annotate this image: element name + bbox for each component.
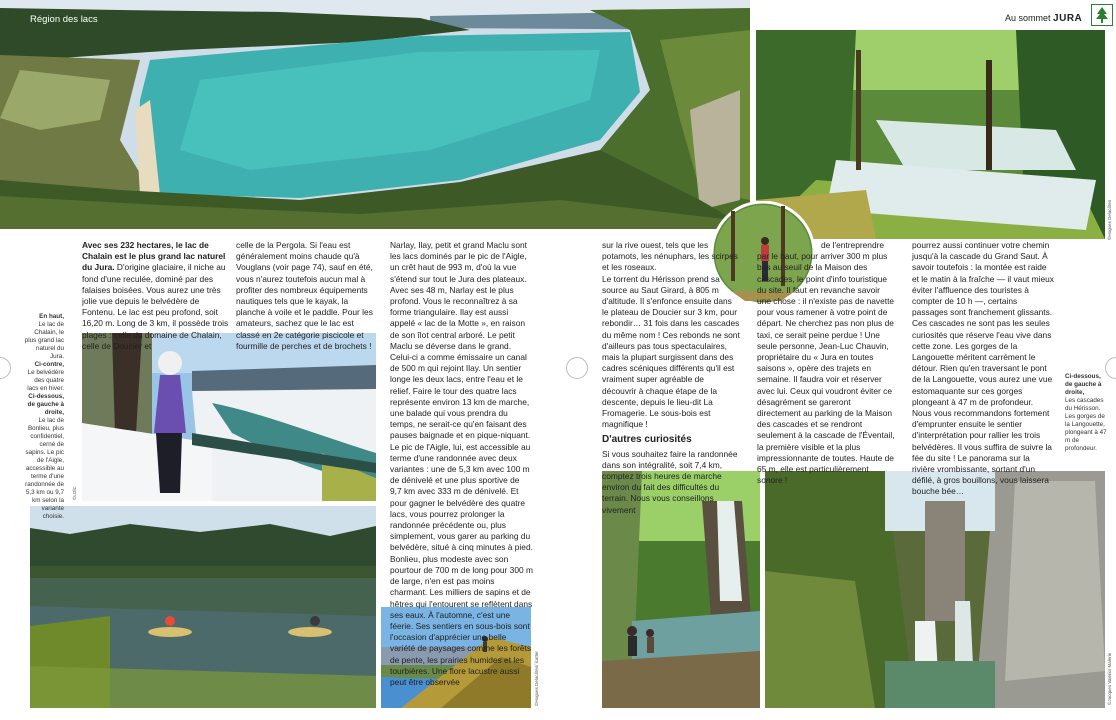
page-edge-circle-left <box>0 357 11 379</box>
article-column-5 <box>757 240 895 486</box>
section-heading-curiosites: D'autres curiosités <box>602 434 692 446</box>
caption-left-text-1: Le lac de Chalain, le plus grand lac naturel du Jura. <box>24 321 64 360</box>
page-edge-circle-center <box>566 357 588 379</box>
caption-left-title-3: Ci-dessous, de gauche à droite, <box>27 393 64 416</box>
caption-left-text-2: Le belvédère des quatre lacs en hiver. <box>27 369 64 392</box>
caption-left <box>24 313 64 521</box>
column-4-paragraph-1: sur la rive ouest, tels que les potamots, les nénuphars, les scirpes et les roseaux. <box>602 240 738 273</box>
photo-credit-2: ©Hugues Delacôtes/ lcatter <box>534 651 539 706</box>
column-1-body: D'origine glaciaire, il niche au fond d'une reculée, dominé par des falaises boisées. Vous aurez une très jolie vue depuis le belvédère de Fontenu. Le lac est peu profond, soit 16,20 m. Long de 3 km, il possède trois plages : celle du domaine de Chalain, celle de Doucier et <box>82 262 229 351</box>
photo-gorges-langouette <box>765 471 1105 708</box>
photo-belvedere-hiver <box>82 333 376 501</box>
article-column-3 <box>390 240 533 688</box>
column-4-paragraph-3: Si vous souhaitez faire la randonnée dans son intégralité, soit 7,4 km, comptez trois heures de marche environ du fait des difficultés du terrain. Nous vous conseillons vivement <box>602 448 738 515</box>
column-3-paragraph-2: Bonlieu, plus modeste avec son pourtour de 700 m de long pour 300 m de large, n'en est pas moins charmant. Les milliers de sapins et de hêtres qui l'entourent se reflètent dans ses eaux. À l'automne, c'est une féerie. Ses sentiers en sous-bois sont l'occasion d'apprécier une belle variété de paysages comme les forêts de pente, les prairies humides et les tourbières. Une flore lacustre aussi peut être observée <box>390 553 533 687</box>
caption-left-title-1: En haut, <box>39 313 64 320</box>
caption-right-title-1: Ci-dessous, de gauche à droite, <box>1065 373 1102 396</box>
header-brand: JURA <box>1053 13 1083 24</box>
caption-left-text-3: Le lac de Bonlieu, plus confidentiel, cerné de sapins. Le pic de l'Aigle, accessible au terme d'une randonnée de 5,3 km ou 9,7 km selon la variante choisie. <box>25 417 64 520</box>
article-column-4 <box>602 240 740 516</box>
caption-left-title-2: Ci-contre, <box>34 361 64 368</box>
caption-right <box>1065 373 1109 453</box>
photo-credit-3: ©Hugues Delacôtes <box>1107 199 1112 240</box>
header-right-prefix: Au sommet <box>1005 13 1051 23</box>
header-section-label: Région des lacs <box>30 14 98 25</box>
column-3-paragraph-1: Narlay, Ilay, petit et grand Maclu sont les lacs dominés par le pic de l'Aigle, un crêt haut de 993 m, d'où la vue s'étend sur tout le Jura des plateaux. Avec ses 48 m, Narlay est le plus profond. Vous le reconnaîtrez à sa forme triangulaire. Ilay est aussi appelé « lac de la Motte », en raison de son îlot central arboré. Le petit Maclu se déverse dans le grand. Celui-ci a comme émissaire un canal de 500 m qui rejoint Ilay. Un sentier longe les deux lacs, entre l'eau et le relief. Faire le tour des quatre lacs représente environ 13 km de marche, une balade qui vous prendra du temps, ne serait-ce qu'en faisant des pauses baignade et en pique-niquant. Le pic de l'Aigle, lui, est accessible au terme d'une randonnée avec deux variantes : une de 5,3 km avec 100 m de dénivelé et une plus sportive de 9,7 km avec 333 m de dénivelé. Et pour gagner le belvédère des quatre lacs, vous pourrez prolonger la randonnée précédente ou, plus simplement, vous garer au parking du belvédère, situé à cinq minutes à pied. <box>390 240 533 553</box>
article-column-2 <box>236 240 378 352</box>
column-5-paragraph-1: de l'entreprendre par le haut, pour arriver 300 m plus bas au seuil de la Maison des cascades, le point d'info touristique du site. Il faut en revanche savoir une chose : il n'existe pas de navette pour vous ramener à votre point de départ. Ne cherchez pas non plus de taxi, ce serait peine perdue ! Une seule personne, Jean-Luc Chauvin, propriétaire du « Jura en toutes saisons », opère des trajets en semaine. Il faudra voir et réserver avec lui. Ceux qui voudront éviter ce désagrément se gareront directement au parking de la Maison des cascades et se rendront seulement à la cascade de l'Éventail, la première visible et la plus impressionnante de toutes. Haute de 65 m, elle est particulièrement sonore ! <box>757 240 895 486</box>
article-lead: Avec ses 232 hectares, le lac de Chalain est le plus grand lac naturel du Jura. <box>82 240 226 273</box>
article-column-6 <box>912 240 1054 498</box>
header-right <box>1005 13 1082 24</box>
caption-right-text-1: Les cascades du Hérisson. Les gorges de la Langouette, plongeant à 47 m de profondeur. <box>1065 397 1107 452</box>
column-6-paragraph-1: pourrez aussi continuer votre chemin jusqu'à la cascade du Grand Saut. À savoir toutefois : la montée est raide et le matin à la fraîche — il vaut mieux éviter l'affluence des touristes à compter de 10 h —, certains passages sont franchement glissants. <box>912 240 1054 318</box>
photo-credit-1: ©LOÏC <box>72 486 77 500</box>
column-4-paragraph-2: Le torrent du Hérisson prend sa source au Saut Girard, à 805 m d'altitude. Il s'enfonce ensuite dans le plateau de Doucier sur 3 km, pour rebondir… 31 fois dans les cascades du même nom ! Ces rebonds ne sont d'ailleurs pas tous spectaculaires, mais la plupart surgissent dans des cadres scéniques différents qu'il est vraiment super agréable de découvrir à chaque étape de la descente, depuis le lieu-dit La Fromagerie. Le sous-bois est magnifique ! <box>602 273 740 430</box>
column-2-body: celle de la Pergola. Si l'eau est généralement moins chaude qu'à Vouglans (voir page 74), sauf en été, vous n'aurez toutefois aucun mal à profiter des nombreux équipements nautiques tels que le kayak, la planche à voile et le paddle. Pour les amateurs, sachez que le lac est classé en 2e catégorie piscicole et fourmille de perches et de brochets ! <box>236 240 373 351</box>
fir-tree-icon <box>1091 4 1113 26</box>
article-column-1 <box>82 240 229 352</box>
column-6-paragraph-2: Ces cascades ne sont pas les seules curiosités que réserve l'eau vive dans cette zone. Les gorges de la Langouette méritent carrément le détour. Rien qu'en traversant le pont de la Langouette, vous aurez une vue estomaquante sur ces gorges plongeant à 47 m de profondeur. Nous vous recommandons fortement d'emprunter ensuite le sentier d'interprétation pour rallier les trois belvédères. Il vous suffira de suivre la fée du site ! Le panorama sur la rivière vrombissante, sortant d'un défilé, à gros bouillons, vous laissera bouche bée… <box>912 318 1053 497</box>
photo-credit-4: ©Jacques Valerio/ Malerie <box>1107 652 1112 705</box>
photo-lac-de-chalain <box>0 0 750 229</box>
photo-lac-de-bonlieu <box>30 506 376 708</box>
